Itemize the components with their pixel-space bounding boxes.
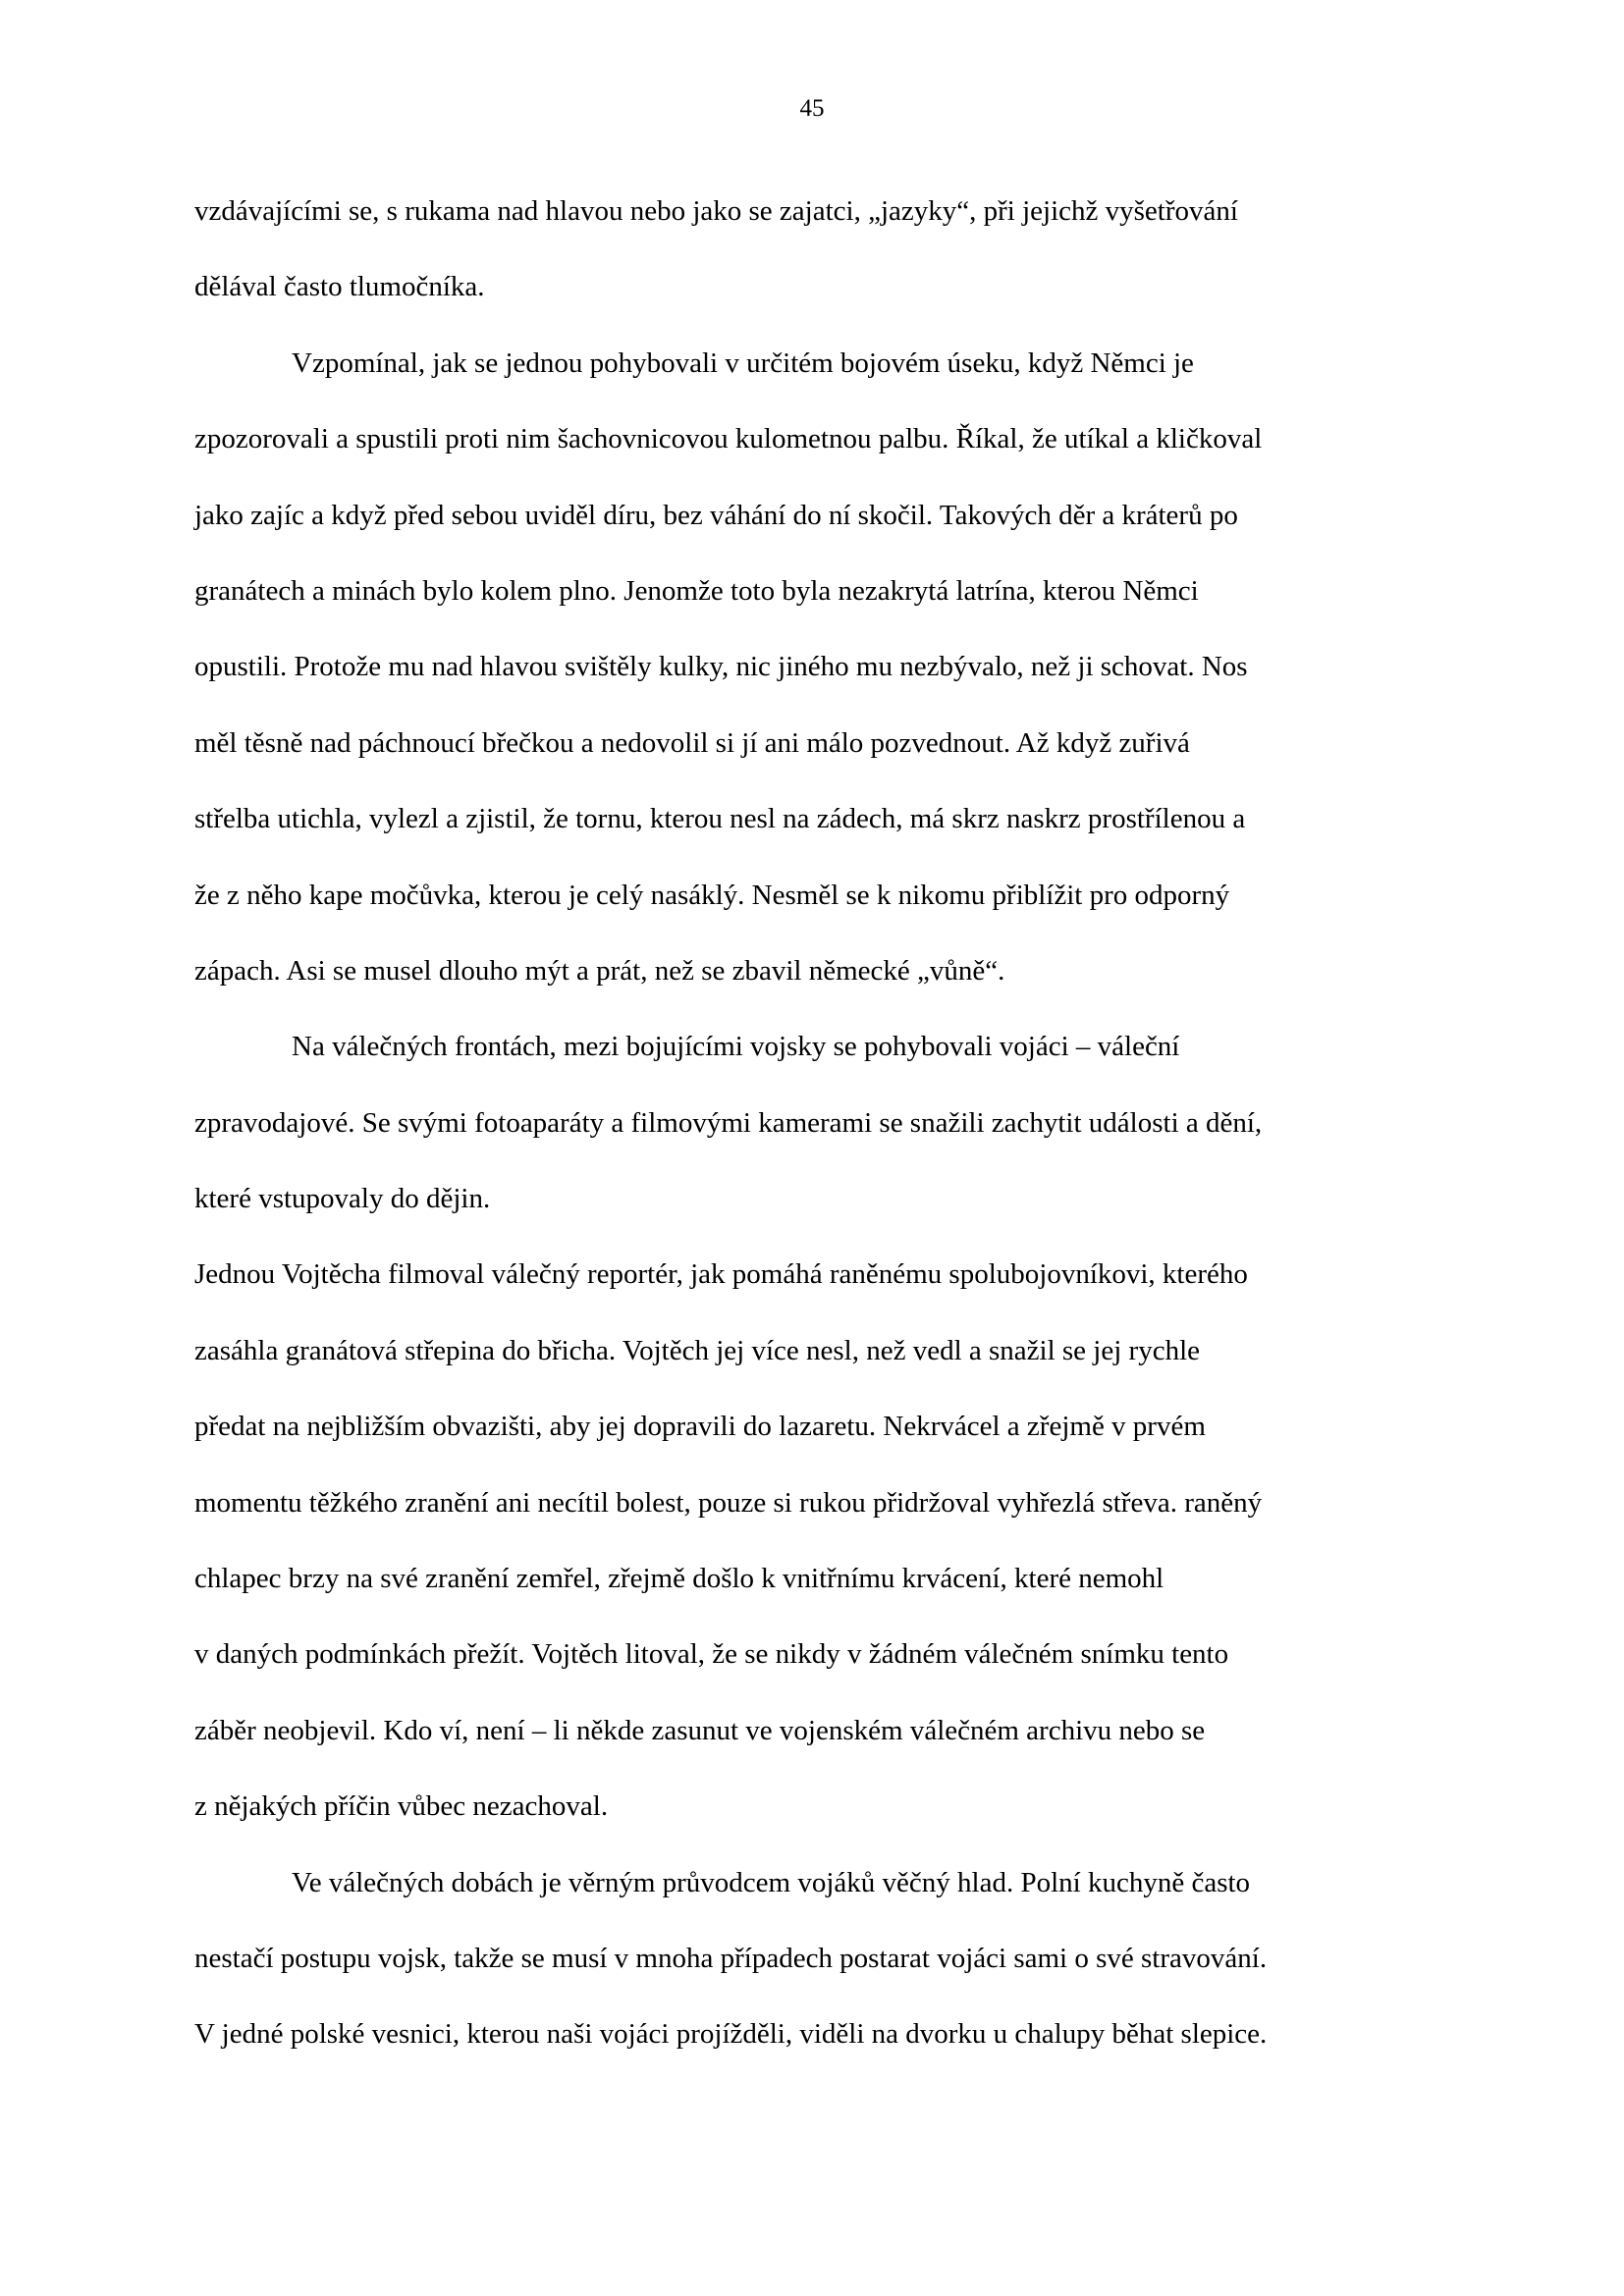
text-line: jako zajíc a když před sebou uviděl díru, bez váhání do ní skočil. Takových děr a kráterů po bbox=[194, 499, 1238, 531]
text-line: opustili. Protože mu nad hlavou svištěly kulky, nic jiného mu nezbývalo, než ji schovat. Nos bbox=[194, 651, 1248, 683]
text-line: záběr neobjevil. Kdo ví, není – li někde zasunut ve vojenském válečném archivu nebo se bbox=[194, 1714, 1206, 1746]
text-line: které vstupovaly do dějin. bbox=[194, 1183, 491, 1215]
paragraph-2 bbox=[194, 344, 1471, 1028]
text-line: granátech a minách bylo kolem plno. Jenomže toto byla nezakrytá latrína, kterou Němci bbox=[194, 574, 1199, 607]
text-line: chlapec brzy na své zranění zemřel, zřejmě došlo k vnitřnímu krvácení, které nemohl bbox=[194, 1563, 1164, 1595]
text-line: zpozorovali a spustili proti nim šachovnicovou kulometnou palbu. Říkal, že utíkal a kličkoval bbox=[194, 423, 1263, 455]
text-line: momentu těžkého zranění ani necítil bolest, pouze si rukou přidržoval vyhřezlá střeva. raněný bbox=[194, 1486, 1263, 1519]
text-line: zápach. Asi se musel dlouho mýt a prát, než se zbavil německé „vůně“. bbox=[194, 954, 1005, 987]
text-line: Vzpomínal, jak se jednou pohybovali v určitém bojovém úseku, když Němci je bbox=[292, 347, 1194, 379]
text-line: z nějakých příčin vůbec nezachoval. bbox=[194, 1790, 609, 1823]
paragraph-1 bbox=[194, 191, 1471, 344]
text-line: Jednou Vojtěcha filmoval válečný reportér, jak pomáhá raněnému spolubojovníkovi, kterého bbox=[194, 1258, 1248, 1291]
text-line: předat na nejbližším obvazišti, aby jej dopravili do lazaretu. Nekrvácel a zřejmě v prvém bbox=[194, 1411, 1206, 1443]
body-text bbox=[194, 191, 1471, 2091]
paragraph-5 bbox=[194, 1863, 1471, 2091]
text-line: Ve válečných dobách je věrným průvodcem vojáků věčný hlad. Polní kuchyně často bbox=[292, 1866, 1251, 1898]
text-line: dělával často tlumočníka. bbox=[194, 271, 485, 303]
text-line: zasáhla granátová střepina do břicha. Vojtěch jej více nesl, než vedl a snažil se jej rychle bbox=[194, 1334, 1200, 1366]
text-line: vzdávajícími se, s rukama nad hlavou nebo jako se zajatci, „jazyky“, při jejichž vyšetřování bbox=[194, 195, 1238, 227]
text-line: V jedné polské vesnici, kterou naši vojáci projížděli, viděli na dvorku u chalupy běhat slepice. bbox=[194, 2018, 1268, 2051]
text-line: zpravodajové. Se svými fotoaparáty a filmovými kamerami se snažili zachytit události a dění, bbox=[194, 1106, 1263, 1139]
text-line: v daných podmínkách přežít. Vojtěch litoval, že se nikdy v žádném válečném snímku tento bbox=[194, 1638, 1229, 1671]
text-line: měl těsně nad páchnoucí břečkou a nedovolil si jí ani málo pozvednout. Až když zuřivá bbox=[194, 726, 1190, 759]
paragraph-3 bbox=[194, 1027, 1471, 1255]
text-line: že z něho kape močůvka, kterou je celý nasáklý. Nesměl se k nikomu přiblížit pro odporný bbox=[194, 879, 1230, 911]
text-line: nestačí postupu vojsk, takže se musí v mnoha případech postarat vojáci sami o své stravování. bbox=[194, 1942, 1268, 1974]
paragraph-4 bbox=[194, 1255, 1471, 1862]
page-number: 45 bbox=[799, 95, 825, 122]
text-line: střelba utichla, vylezl a zjistil, že tornu, kterou nesl na zádech, má skrz naskrz prostřílenou a bbox=[194, 803, 1246, 835]
text-line: Na válečných frontách, mezi bojujícími vojsky se pohybovali vojáci – váleční bbox=[292, 1031, 1180, 1063]
